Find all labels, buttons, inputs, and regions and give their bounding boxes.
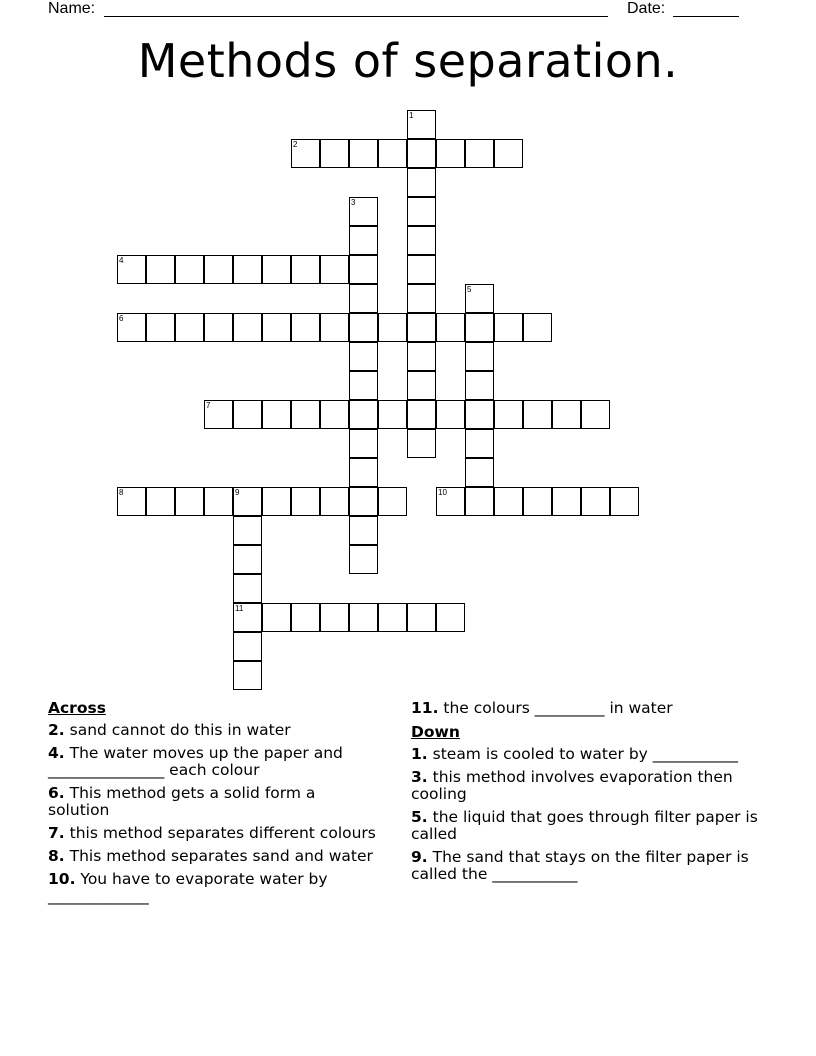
grid-cell[interactable] — [204, 400, 233, 429]
clue-across-7: 7. this method separates different colours — [48, 824, 376, 842]
clue-across-11: 11. the colours _________ in water — [411, 699, 673, 717]
grid-cell[interactable] — [523, 487, 552, 516]
name-label: Name: — [48, 0, 96, 17]
grid-cell[interactable] — [117, 255, 146, 284]
grid-cell[interactable] — [233, 487, 262, 516]
grid-cell[interactable] — [233, 632, 262, 661]
clue-across-10: 10. You have to evaporate water by _____________ — [48, 870, 328, 905]
grid-cell[interactable] — [291, 603, 320, 632]
grid-cell[interactable] — [320, 313, 349, 342]
grid-cell[interactable] — [146, 313, 175, 342]
grid-cell[interactable] — [465, 458, 494, 487]
clue-number: 3 — [351, 198, 356, 207]
grid-cell[interactable] — [610, 487, 639, 516]
grid-cell[interactable] — [407, 603, 436, 632]
grid-cell[interactable] — [349, 603, 378, 632]
grid-cell[interactable] — [262, 487, 291, 516]
clue-number: 4 — [119, 256, 124, 265]
grid-cell[interactable] — [262, 313, 291, 342]
clue-down-5: 5. the liquid that goes through filter paper is called — [411, 808, 758, 843]
grid-cell[interactable] — [407, 284, 436, 313]
grid-cell[interactable] — [407, 110, 436, 139]
grid-cell[interactable] — [494, 487, 523, 516]
grid-cell[interactable] — [465, 139, 494, 168]
grid-cell[interactable] — [349, 226, 378, 255]
grid-cell[interactable] — [146, 255, 175, 284]
down-heading: Down — [411, 723, 460, 741]
grid-cell[interactable] — [117, 487, 146, 516]
grid-cell[interactable] — [494, 313, 523, 342]
grid-cell[interactable] — [349, 545, 378, 574]
grid-cell[interactable] — [349, 313, 378, 342]
clue-number: 11 — [235, 604, 244, 613]
clue-down-9: 9. The sand that stays on the filter paper is called the ___________ — [411, 848, 749, 883]
grid-cell[interactable] — [262, 603, 291, 632]
grid-cell[interactable] — [349, 284, 378, 313]
grid-cell[interactable] — [407, 168, 436, 197]
clue-across-6: 6. This method gets a solid form a solution — [48, 784, 316, 819]
grid-cell[interactable] — [233, 603, 262, 632]
grid-cell[interactable] — [407, 197, 436, 226]
grid-cell[interactable] — [581, 487, 610, 516]
grid-cell[interactable] — [291, 400, 320, 429]
grid-cell[interactable] — [349, 197, 378, 226]
clue-number: 10 — [438, 488, 447, 497]
grid-cell[interactable] — [233, 516, 262, 545]
date-label: Date: — [627, 0, 666, 17]
clue-number: 7 — [206, 401, 211, 410]
grid-cell[interactable] — [320, 255, 349, 284]
grid-cell[interactable] — [175, 487, 204, 516]
grid-cell[interactable] — [465, 429, 494, 458]
grid-cell[interactable] — [407, 429, 436, 458]
grid-cell[interactable] — [233, 661, 262, 690]
grid-cell[interactable] — [552, 487, 581, 516]
grid-cell[interactable] — [233, 574, 262, 603]
grid-cell[interactable] — [436, 400, 465, 429]
grid-cell[interactable] — [407, 313, 436, 342]
grid-cell[interactable] — [523, 313, 552, 342]
clue-number: 6 — [119, 314, 124, 323]
grid-cell[interactable] — [465, 487, 494, 516]
grid-cell[interactable] — [436, 603, 465, 632]
grid-cell[interactable] — [465, 371, 494, 400]
grid-cell[interactable] — [378, 400, 407, 429]
grid-cell[interactable] — [233, 255, 262, 284]
grid-cell[interactable] — [407, 255, 436, 284]
grid-cell[interactable] — [233, 400, 262, 429]
grid-cell[interactable] — [320, 400, 349, 429]
clues-column-right — [411, 700, 761, 889]
grid-cell[interactable] — [581, 400, 610, 429]
across-heading: Across — [48, 699, 106, 717]
grid-cell[interactable] — [349, 429, 378, 458]
grid-cell[interactable] — [349, 342, 378, 371]
clue-down-3: 3. this method involves evaporation then cooling — [411, 768, 733, 803]
grid-cell[interactable] — [291, 313, 320, 342]
grid-cell[interactable] — [175, 255, 204, 284]
page-title: Methods of separation. — [137, 34, 679, 88]
clue-across-8: 8. This method separates sand and water — [48, 847, 373, 865]
clue-down-1: 1. steam is cooled to water by ___________ — [411, 745, 739, 763]
grid-cell[interactable] — [407, 139, 436, 168]
grid-cell[interactable] — [436, 487, 465, 516]
grid-cell[interactable] — [494, 139, 523, 168]
grid-cell[interactable] — [233, 313, 262, 342]
grid-cell[interactable] — [291, 487, 320, 516]
clue-number: 1 — [409, 111, 414, 120]
grid-cell[interactable] — [349, 371, 378, 400]
grid-cell[interactable] — [436, 139, 465, 168]
clue-number: 5 — [467, 285, 472, 294]
grid-cell[interactable] — [465, 342, 494, 371]
grid-cell[interactable] — [320, 139, 349, 168]
grid-cell[interactable] — [494, 400, 523, 429]
grid-cell[interactable] — [320, 487, 349, 516]
grid-cell[interactable] — [378, 603, 407, 632]
grid-cell[interactable] — [175, 313, 204, 342]
grid-cell[interactable] — [378, 139, 407, 168]
grid-cell[interactable] — [320, 603, 349, 632]
grid-cell[interactable] — [146, 487, 175, 516]
clue-number: 2 — [293, 140, 298, 149]
clue-number: 9 — [235, 488, 240, 497]
grid-cell[interactable] — [262, 400, 291, 429]
grid-cell[interactable] — [407, 371, 436, 400]
grid-cell[interactable] — [291, 255, 320, 284]
grid-cell[interactable] — [465, 400, 494, 429]
grid-cell[interactable] — [378, 487, 407, 516]
grid-cell[interactable] — [349, 400, 378, 429]
grid-cell[interactable] — [349, 487, 378, 516]
grid-cell[interactable] — [407, 342, 436, 371]
grid-cell[interactable] — [291, 139, 320, 168]
clue-number: 8 — [119, 488, 124, 497]
grid-cell[interactable] — [233, 545, 262, 574]
grid-cell[interactable] — [204, 313, 233, 342]
grid-cell[interactable] — [407, 400, 436, 429]
grid-cell[interactable] — [407, 226, 436, 255]
grid-cell[interactable] — [552, 400, 581, 429]
grid-cell[interactable] — [465, 284, 494, 313]
grid-cell[interactable] — [523, 400, 552, 429]
grid-cell[interactable] — [349, 139, 378, 168]
grid-cell[interactable] — [465, 313, 494, 342]
grid-cell[interactable] — [349, 255, 378, 284]
clue-across-4: 4. The water moves up the paper and _______________ each colour — [48, 744, 343, 779]
grid-cell[interactable] — [378, 313, 407, 342]
clues-column-left — [48, 700, 378, 911]
grid-cell[interactable] — [349, 458, 378, 487]
grid-cell[interactable] — [204, 255, 233, 284]
grid-cell[interactable] — [436, 313, 465, 342]
grid-cell[interactable] — [204, 487, 233, 516]
grid-cell[interactable] — [349, 516, 378, 545]
grid-cell[interactable] — [117, 313, 146, 342]
clue-across-2: 2. sand cannot do this in water — [48, 721, 291, 739]
grid-cell[interactable] — [262, 255, 291, 284]
